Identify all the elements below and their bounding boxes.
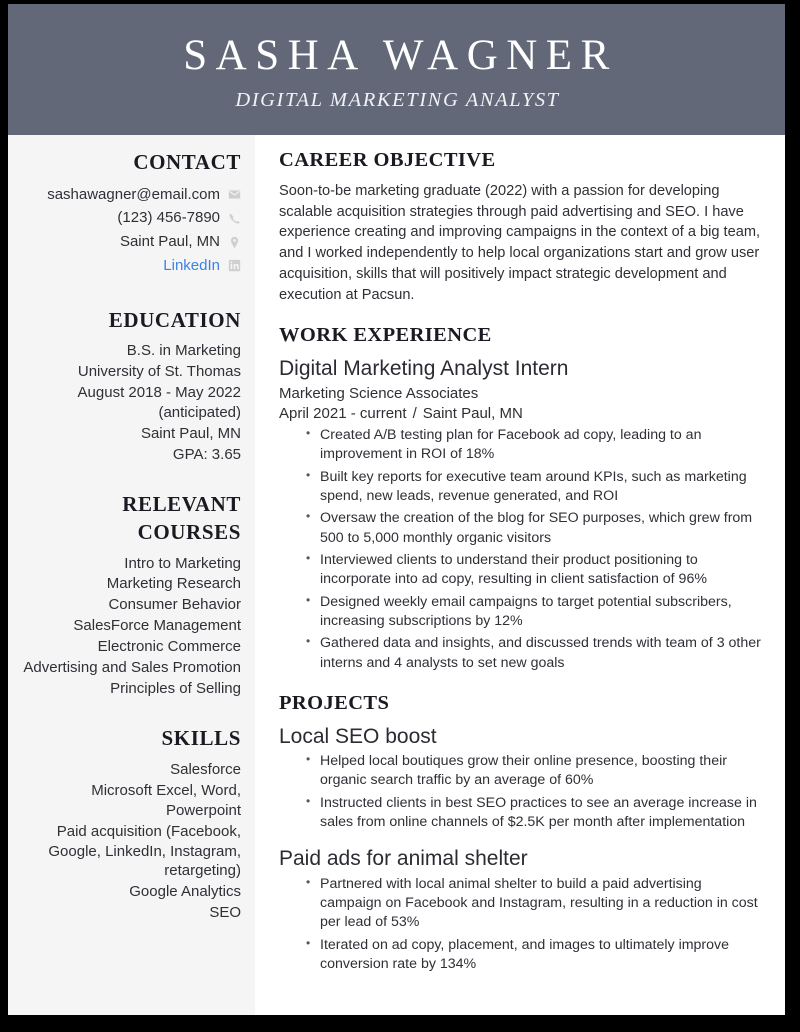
list-item: Advertising and Sales Promotion [23, 659, 241, 677]
resume-body [8, 135, 785, 1015]
list-item: • Helped local boutiques grow their online presence, boosting their organic search traffic by an average of 60% [306, 752, 763, 791]
list-item: Salesforce [170, 760, 241, 778]
job-bullet-list [279, 426, 763, 673]
location-pin-icon [228, 236, 241, 249]
contact-item-phone[interactable] [18, 207, 241, 229]
list-item: • Interviewed clients to understand their product positioning to incorporate into ad copy, resulting in client satisfaction of 96% [306, 551, 763, 590]
job-dates: April 2021 - current [279, 404, 407, 422]
education-section [18, 307, 241, 465]
work-experience-section [279, 324, 763, 673]
list-item: Google Analytics [129, 883, 241, 901]
contact-phone-text: (123) 456-7890 [117, 209, 220, 227]
list-item: • Iterated on ad copy, placement, and images to ultimately improve conversion rate by 134% [306, 936, 763, 975]
list-item: Paid acquisition (Facebook, Google, LinkedIn, Instagram, retargeting) [48, 822, 241, 880]
job-title: Digital Marketing Analyst Intern [279, 357, 569, 381]
list-item: Principles of Selling [110, 680, 241, 698]
job-meta [279, 404, 763, 424]
skills-section [18, 725, 241, 923]
list-item: Microsoft Excel, Word, Powerpoint [91, 781, 241, 819]
list-item: • Gathered data and insights, and discussed trends with team of 3 other interns and 4 analysts to set new goals [306, 634, 763, 673]
education-list [18, 341, 241, 465]
main-column [279, 135, 785, 1015]
work-experience-heading: WORK EXPERIENCE [279, 324, 492, 347]
job-meta-separator: / [412, 404, 417, 422]
project-title: Local SEO boost [279, 724, 437, 748]
list-item: Intro to Marketing [124, 554, 241, 572]
job-location: Saint Paul, MN [422, 404, 523, 422]
resume-header [8, 4, 785, 135]
envelope-icon [228, 188, 241, 201]
list-item: Electronic Commerce [97, 638, 241, 656]
candidate-job-title: DIGITAL MARKETING ANALYST [235, 89, 560, 112]
projects-heading: PROJECTS [279, 691, 390, 714]
skills-heading: SKILLS [161, 726, 241, 751]
contact-linkedin-link[interactable]: LinkedIn [163, 256, 220, 274]
work-entry [279, 356, 763, 673]
relevant-courses-heading: RELEVANT COURSES [122, 492, 241, 544]
list-item: • Created A/B testing plan for Facebook ad copy, leading to an improvement in ROI of 18% [306, 426, 763, 465]
project-title: Paid ads for animal shelter [279, 847, 528, 871]
career-objective-text: Soon-to-be marketing graduate (2022) with a passion for developing scalable acquisition strategies through paid advertising and SEO. I have experience creating and improving campaigns in the context of a big team, and I worked independently to help local organizations start and grow user acquisition, skills that will positively impact strategic development and execution at Pacsun. [279, 183, 761, 303]
list-item: • Built key reports for executive team around KPIs, such as marketing spend, new leads, revenue generated, and ROI [306, 468, 763, 507]
list-item: • Designed weekly email campaigns to target potential subscribers, increasing subscriptions by 12% [306, 593, 763, 632]
resume-page [8, 4, 785, 1015]
list-item: Consumer Behavior [108, 596, 241, 614]
list-item: • Instructed clients in best SEO practices to see an average increase in sales from online channels of $2.5K per month after implementation [306, 794, 763, 833]
list-item: Marketing Research [106, 575, 241, 593]
project-bullet-list [279, 875, 763, 975]
list-item: August 2018 - May 2022 (anticipated) [77, 384, 241, 422]
relevant-courses-list [18, 554, 241, 700]
list-item: SEO [209, 904, 241, 922]
list-item: B.S. in Marketing [126, 342, 241, 360]
career-objective-section [279, 149, 763, 305]
project-entry [279, 724, 763, 833]
project-entry [279, 846, 763, 974]
education-heading: EDUCATION [108, 307, 241, 332]
contact-heading: CONTACT [133, 150, 241, 174]
skills-list [18, 760, 241, 924]
phone-icon [228, 212, 241, 225]
contact-location-text: Saint Paul, MN [119, 233, 220, 251]
projects-section [279, 692, 763, 974]
contact-item-email[interactable] [18, 184, 241, 206]
contact-email-text: sashawagner@email.com [47, 185, 220, 203]
list-item: Saint Paul, MN [140, 425, 241, 443]
list-item: SalesForce Management [73, 617, 241, 635]
project-bullet-list [279, 752, 763, 832]
list-item: University of St. Thomas [77, 363, 241, 381]
contact-section [18, 149, 241, 277]
relevant-courses-section [18, 491, 241, 699]
list-item: • Oversaw the creation of the blog for SEO purposes, which grew from 500 to 5,000 monthly organic visitors [306, 509, 763, 548]
list-item: GPA: 3.65 [172, 446, 241, 464]
list-item: • Partnered with local animal shelter to build a paid advertising campaign on Facebook and Instagram, resulting in a reduction in cost per lead of 53% [306, 875, 763, 933]
sidebar-column [8, 135, 255, 1015]
contact-item-linkedin[interactable] [18, 255, 241, 277]
linkedin-icon [228, 259, 241, 272]
column-gutter [255, 135, 279, 1015]
career-objective-heading: CAREER OBJECTIVE [279, 149, 496, 171]
job-company: Marketing Science Associates [279, 384, 479, 402]
candidate-name: SASHA WAGNER [183, 31, 618, 79]
contact-item-location [18, 231, 241, 253]
